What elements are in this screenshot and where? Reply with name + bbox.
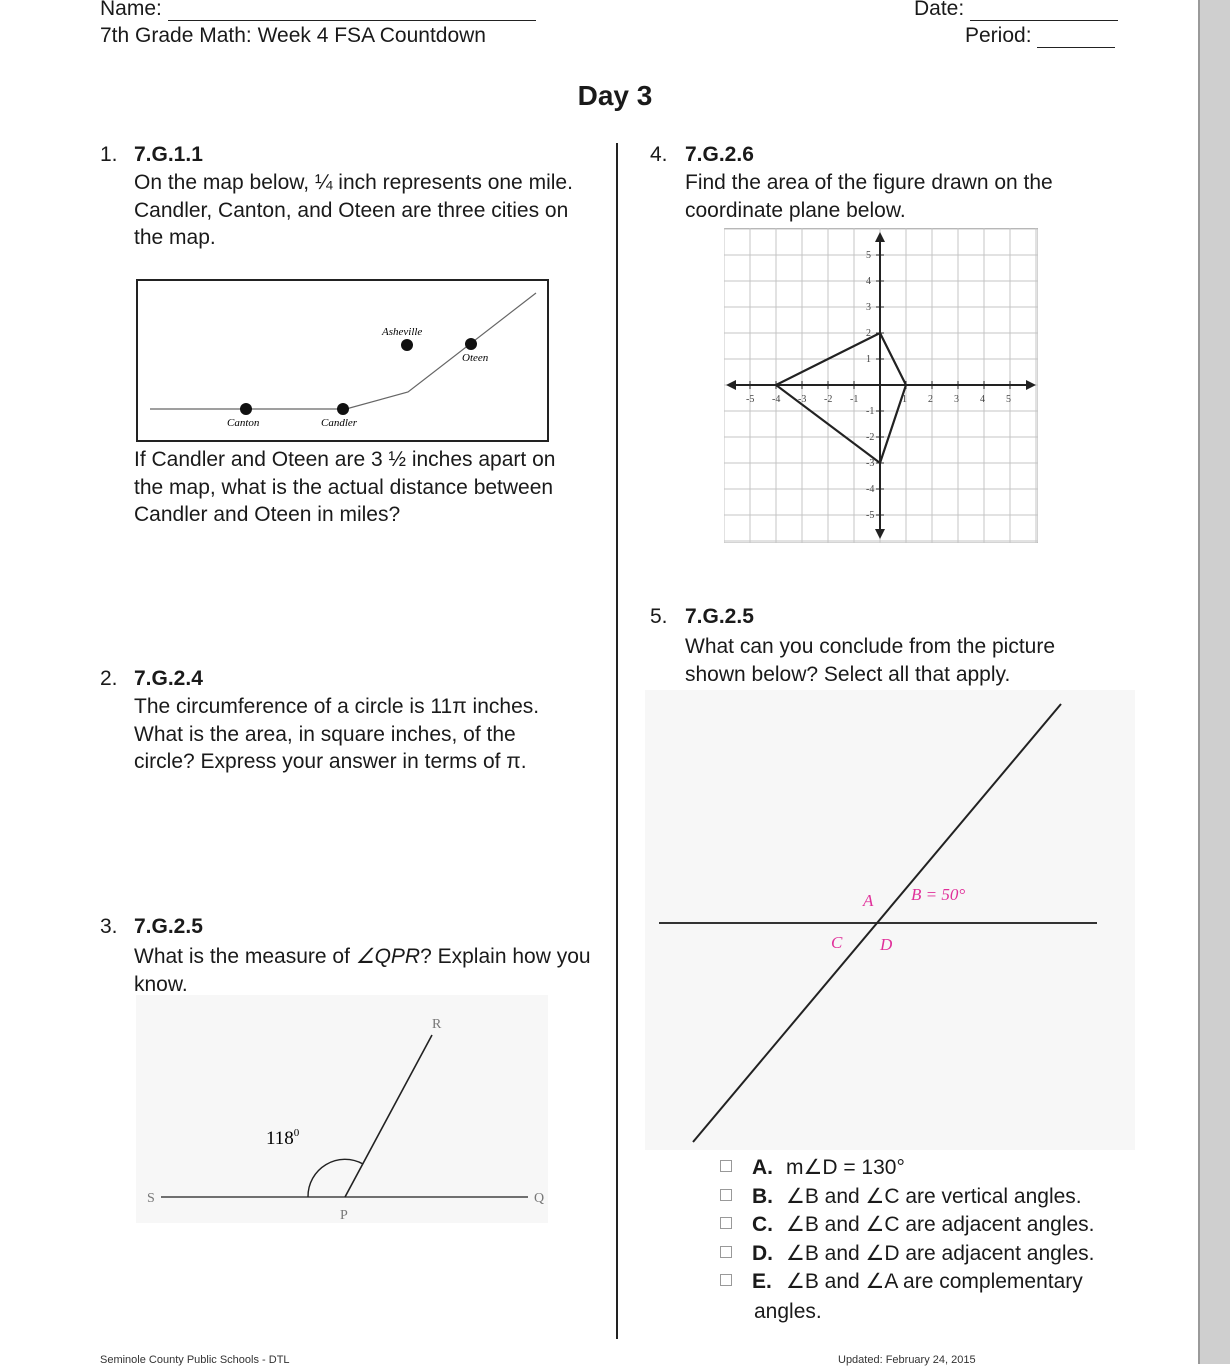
y-tick-label: -1 (866, 406, 875, 417)
q2-code: 7.G.2.4 (134, 667, 203, 690)
name-blank (168, 2, 536, 21)
name-line (100, 0, 536, 21)
canton-dot (240, 403, 252, 415)
label-b: B = 50° (911, 885, 966, 904)
y-tick-label: 3 (866, 302, 871, 313)
canton-label: Canton (227, 417, 260, 429)
option-c-text: ∠B and ∠C are adjacent angles. (786, 1213, 1095, 1236)
column-divider (616, 143, 618, 1339)
option-d-text: ∠B and ∠D are adjacent angles. (786, 1242, 1095, 1265)
option-b[interactable] (720, 1183, 1082, 1211)
option-c[interactable] (720, 1211, 1095, 1239)
q2-text: The circumference of a circle is 11π inches. What is the area, in square inches, of the circle? Express your answer in terms of π. (134, 695, 540, 773)
option-e[interactable] (720, 1268, 1083, 1296)
footer-right: Updated: February 24, 2015 (838, 1354, 976, 1366)
option-d-checkbox[interactable] (720, 1246, 732, 1258)
y-tick-label: -4 (866, 484, 875, 495)
q4-coordinate-plane (724, 228, 1038, 543)
y-tick-label: 2 (866, 328, 871, 339)
x-tick-label: -2 (824, 394, 833, 405)
option-e-text: ∠B and ∠A are complementary (786, 1270, 1083, 1293)
q4-text: Find the area of the figure drawn on the coordinate plane below. (685, 171, 1053, 222)
label-r: R (432, 1017, 442, 1032)
y-tick-label: 5 (866, 250, 871, 261)
q2-number: 2. (100, 667, 118, 690)
oteen-dot (465, 338, 477, 350)
period-line (965, 24, 1115, 48)
option-e-checkbox[interactable] (720, 1274, 732, 1286)
asheville-label: Asheville (382, 326, 423, 338)
q3-text (134, 943, 594, 998)
footer-left: Seminole County Public Schools - DTL (100, 1354, 290, 1366)
period-blank (1037, 29, 1115, 48)
option-a-checkbox[interactable] (720, 1160, 732, 1172)
x-tick-label: 3 (954, 394, 959, 405)
q1-question: If Candler and Oteen are 3 ½ inches apart on the map, what is the actual distance between Candler and Oteen in miles? (134, 448, 556, 526)
name-label: Name: (100, 0, 162, 20)
label-q: Q (534, 1191, 545, 1206)
q3-code: 7.G.2.5 (134, 915, 203, 938)
q1-map (136, 279, 550, 443)
x-tick-label: -3 (798, 394, 807, 405)
candler-dot (337, 403, 349, 415)
label-p: P (340, 1208, 348, 1223)
x-tick-label: 1 (902, 394, 907, 405)
page-edge-line (1198, 0, 1200, 1364)
y-tick-label: 1 (866, 354, 871, 365)
y-tick-label: 4 (866, 276, 871, 287)
label-c: C (831, 933, 843, 952)
q3-text-before: What is the measure of (134, 945, 356, 968)
period-label: Period: (965, 24, 1032, 47)
y-tick-label: -5 (866, 510, 875, 521)
option-a[interactable] (720, 1154, 905, 1182)
x-tick-label: -1 (850, 394, 859, 405)
asheville-dot (401, 339, 413, 351)
label-d: D (880, 935, 893, 954)
option-b-text: ∠B and ∠C are vertical angles. (786, 1185, 1082, 1208)
label-s: S (147, 1191, 155, 1206)
q5-figure (645, 690, 1135, 1150)
q3-angle: ∠QPR (355, 945, 421, 968)
option-d-letter: D. (752, 1242, 773, 1265)
label-a: A (863, 891, 874, 910)
date-label: Date: (914, 0, 965, 20)
course-title: 7th Grade Math: Week 4 FSA Countdown (100, 24, 486, 47)
y-tick-label: -3 (866, 458, 875, 469)
oteen-label: Oteen (462, 352, 489, 364)
q3-number: 3. (100, 915, 118, 938)
x-tick-label: -5 (746, 394, 755, 405)
option-e-continued: angles. (754, 1300, 822, 1323)
q5-number: 5. (650, 605, 668, 628)
q4-code: 7.G.2.6 (685, 143, 754, 166)
q5-text: What can you conclude from the picture shown below? Select all that apply. (685, 635, 1056, 686)
y-tick-label: -2 (866, 432, 875, 443)
option-a-letter: A. (752, 1156, 773, 1179)
page-edge (1200, 0, 1230, 1364)
date-line (914, 0, 1118, 21)
q1-text: On the map below, ¼ inch represents one mile. Candler, Canton, and Oteen are three cities on the map. (134, 171, 573, 249)
angle-118-label: $118^0$ (266, 1127, 300, 1149)
x-tick-label: 4 (980, 394, 985, 405)
q1-number: 1. (100, 143, 118, 166)
date-blank (970, 2, 1118, 21)
option-b-checkbox[interactable] (720, 1189, 732, 1201)
q1-code: 7.G.1.1 (134, 143, 203, 166)
candler-label: Candler (321, 417, 358, 429)
q4-number: 4. (650, 143, 668, 166)
day-title: Day 3 (577, 80, 653, 111)
option-c-letter: C. (752, 1213, 773, 1236)
x-tick-label: 2 (928, 394, 933, 405)
option-b-letter: B. (752, 1185, 773, 1208)
q5-code: 7.G.2.5 (685, 605, 754, 628)
x-tick-label: 5 (1006, 394, 1011, 405)
option-d[interactable] (720, 1240, 1095, 1268)
option-e-letter: E. (752, 1270, 772, 1293)
q3-figure (136, 995, 548, 1223)
q3-text-after: ? Explain how you know. (134, 945, 591, 996)
x-tick-label: -4 (772, 394, 781, 405)
option-a-text: m∠D = 130° (786, 1156, 905, 1179)
option-c-checkbox[interactable] (720, 1217, 732, 1229)
